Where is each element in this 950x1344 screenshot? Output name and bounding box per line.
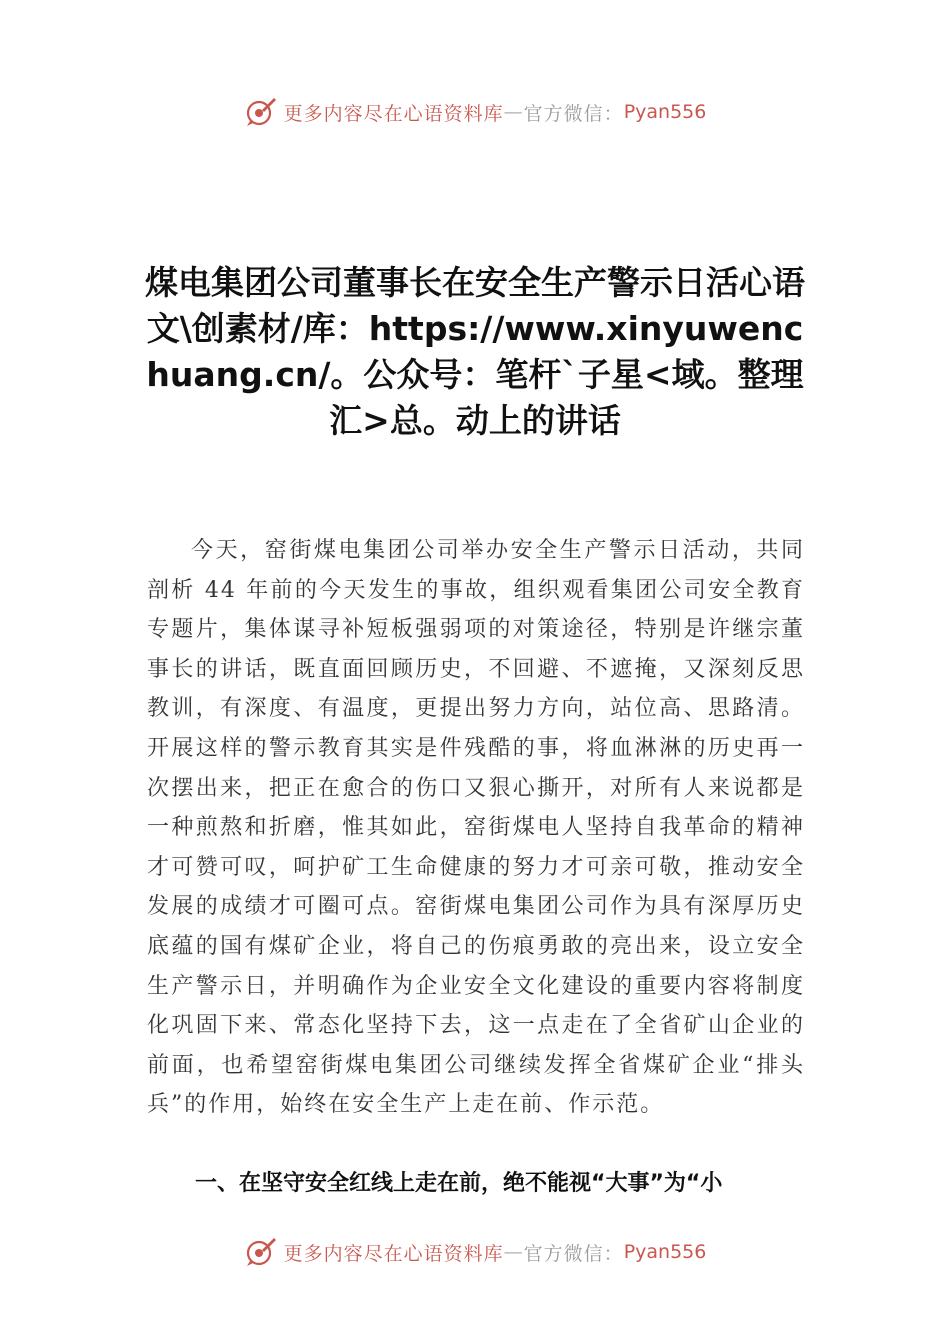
banner-wechat-label: 官方微信： xyxy=(523,1242,624,1265)
header-watermark-banner xyxy=(0,92,950,132)
banner-wechat-label: 官方微信： xyxy=(523,102,624,125)
footer-watermark-banner xyxy=(0,1232,950,1272)
body-paragraph: 今天，窑街煤电集团公司举办安全生产警示日活动，共同剖析 44 年前的今天发生的事故，组织观看集团公司安全教育专题片，集体谋寻补短板强弱项的对策途径，特别是许继宗董事长的讲话，既直面回顾历史，不回避、不遮掩，又深刻反思教训，有深度、有温度，更提出努力方向，站位高、思路清。开展这样的警示教育其实是件残酷的事，将血淋淋的历史再一次摆出来，把正在愈合的伤口又狠心撕开，对所有人来说都是一种煎熬和折磨，惟其如此，窑街煤电人坚持自我革命的精神才可赞可叹，呵护矿工生命健康的努力才可亲可敬，推动安全发展的成绩才可圈可点。窑街煤电集团公司作为具有深厚历史底蕴的国有煤矿企业，将自己的伤痕勇敢的亮出来，设立安全生产警示日，并明确作为企业安全文化建设的重要内容将制度化巩固下来、常态化坚持下去，这一点走在了全省矿山企业的前面，也希望窑街煤电集团公司继续发挥全省煤矿企业“排头兵”的作用，始终在安全生产上走在前、作示范。 xyxy=(147,538,805,1118)
banner-wechat-id: Pyan556 xyxy=(623,1241,707,1263)
banner-dash: — xyxy=(503,101,524,123)
document-body xyxy=(147,531,805,1125)
banner-dash: — xyxy=(503,1241,524,1263)
section-heading: 一、在坚守安全红线上走在前，绝不能视“大事”为“小 xyxy=(195,1171,723,1196)
banner-site-text: 更多内容尽在心语资料库 xyxy=(283,1242,504,1265)
banner-site-text: 更多内容尽在心语资料库 xyxy=(283,102,504,125)
document-title: 煤电集团公司董事长在安全生产警示日活心语文\创素材/库：https://www.xinyuwenchuang.cn/。公众号：笔杆`子星<域。整理汇>总。动上的讲话 xyxy=(145,263,805,440)
pen-logo-icon xyxy=(244,95,278,129)
banner-wechat-id: Pyan556 xyxy=(623,101,707,123)
pen-logo-icon xyxy=(244,1235,278,1269)
